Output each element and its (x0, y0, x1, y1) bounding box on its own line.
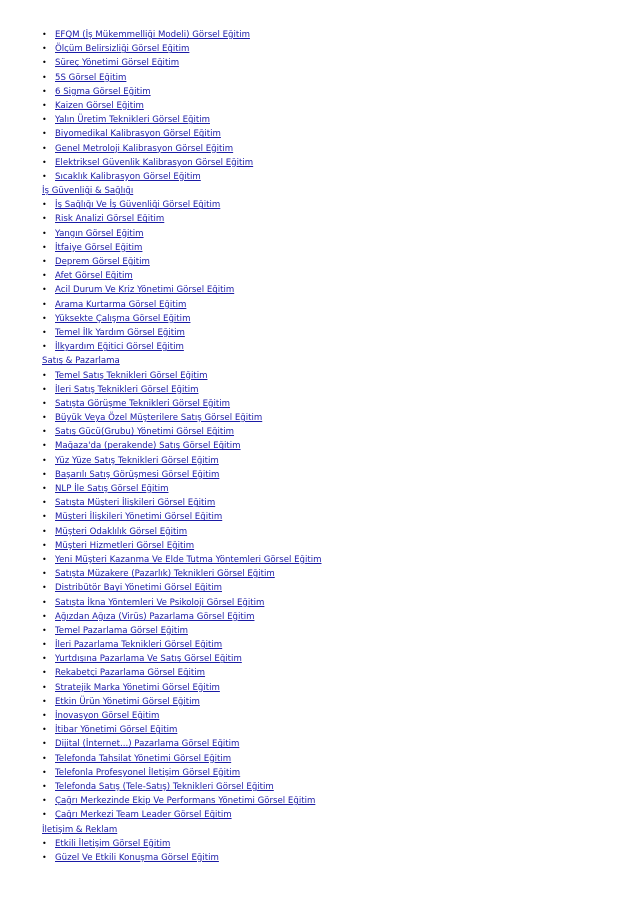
list-item (42, 851, 602, 865)
list-item (42, 766, 602, 780)
bullet-icon: • (42, 370, 47, 380)
course-link[interactable]: İtibar Yönetimi Görsel Eğitim (55, 725, 178, 736)
bullet-icon: • (42, 228, 47, 238)
list-item (42, 539, 602, 553)
list-item (42, 227, 602, 241)
bullet-icon: • (42, 654, 47, 664)
list-item (42, 113, 602, 127)
list-item (42, 496, 602, 510)
course-link[interactable]: Satışta Görüşme Teknikleri Görsel Eğitim (55, 398, 231, 409)
course-link[interactable]: Kaizen Görsel Eğitim (55, 100, 144, 111)
bullet-icon: • (42, 384, 47, 394)
bullet-icon: • (42, 554, 47, 564)
course-link[interactable]: Telefonla Profesyonel İletişim Görsel Eğitim (55, 767, 241, 778)
course-link[interactable]: Sıcaklık Kalibrasyon Görsel Eğitim (55, 171, 201, 182)
list-item (42, 142, 602, 156)
list-item (42, 298, 602, 312)
list-item (42, 837, 602, 851)
course-link[interactable]: 5S Görsel Eğitim (55, 72, 127, 83)
course-link[interactable]: Müşteri Hizmetleri Görsel Eğitim (55, 540, 195, 551)
list-item (42, 454, 602, 468)
list-item (42, 156, 602, 170)
list-item (42, 695, 602, 709)
course-link[interactable]: Elektriksel Güvenlik Kalibrasyon Görsel Eğitim (55, 157, 254, 168)
list-item (42, 71, 602, 85)
list-item (42, 624, 602, 638)
list-item (42, 553, 602, 567)
course-link[interactable]: Ağızdan Ağıza (Virüs) Pazarlama Görsel Eğitim (55, 611, 255, 622)
list-item (42, 397, 602, 411)
category-link[interactable]: İş Güvenliği & Sağlığı (42, 186, 134, 197)
course-link[interactable]: Telefonda Tahsilat Yönetimi Görsel Eğitim (55, 753, 232, 764)
course-link[interactable]: Stratejik Marka Yönetimi Görsel Eğitim (55, 682, 220, 693)
bullet-icon: • (42, 668, 47, 678)
list-item (42, 596, 602, 610)
list-item (42, 212, 602, 226)
category-link[interactable]: Satış & Pazarlama (42, 356, 120, 367)
bullet-icon: • (42, 44, 47, 54)
course-link[interactable]: Temel Pazarlama Görsel Eğitim (55, 625, 188, 636)
course-link[interactable]: İlkyardım Eğitici Görsel Eğitim (55, 342, 184, 353)
bullet-icon: • (42, 441, 47, 451)
list-item (42, 468, 602, 482)
list-item (42, 383, 602, 397)
course-link[interactable]: Süreç Yönetimi Görsel Eğitim (55, 58, 180, 69)
bullet-icon: • (42, 711, 47, 720)
list-item (42, 56, 602, 70)
course-link[interactable]: İtfaiye Görsel Eğitim (55, 242, 143, 253)
bullet-icon: • (42, 484, 47, 493)
list-item (42, 425, 602, 439)
bullet-icon: • (42, 696, 47, 706)
bullet-icon: • (42, 313, 47, 323)
list-item (42, 723, 602, 737)
bullet-icon: • (42, 86, 47, 96)
list-item (42, 255, 602, 269)
course-link[interactable]: Etkin Ürün Yönetimi Görsel Eğitim (55, 696, 200, 707)
course-link[interactable]: Yüz Yüze Satış Teknikleri Görsel Eğitim (55, 455, 219, 466)
bullet-icon: • (42, 115, 47, 125)
list-item (42, 42, 602, 56)
bullet-icon: • (42, 271, 47, 281)
course-link[interactable]: Temel İlk Yardım Görsel Eğitim (55, 327, 185, 338)
course-link[interactable]: Müşteri Odaklılık Görsel Eğitim (55, 526, 188, 537)
bullet-icon: • (42, 30, 47, 39)
bullet-icon: • (42, 838, 47, 848)
course-link[interactable]: Acil Durum Ve Kriz Yönetimi Görsel Eğitim (55, 285, 235, 296)
course-link[interactable]: Dijital (İnternet...) Pazarlama Görsel Eğitim (55, 739, 240, 750)
list-item (42, 610, 602, 624)
bullet-icon: • (42, 427, 47, 437)
list-item (42, 369, 602, 383)
bullet-icon: • (42, 767, 47, 777)
list-item (42, 567, 602, 581)
course-link[interactable]: Telefonda Satış (Tele-Satış) Teknikleri Görsel Eğitim (55, 781, 274, 792)
list-item (42, 780, 602, 794)
list-item (42, 326, 602, 340)
bullet-icon: • (42, 413, 47, 423)
course-link[interactable]: Satışta İkna Yöntemleri Ve Psikoloji Görsel Eğitim (55, 597, 265, 608)
course-link[interactable]: Çağrı Merkezi Team Leader Görsel Eğitim (55, 810, 232, 821)
course-link[interactable]: Genel Metroloji Kalibrasyon Görsel Eğitim (55, 143, 234, 154)
list-item (42, 198, 602, 212)
list-item (42, 681, 602, 695)
list-item (42, 340, 602, 354)
bullet-icon: • (42, 625, 47, 635)
bullet-icon: • (42, 781, 47, 791)
course-link[interactable]: Müşteri İlişkileri Yönetimi Görsel Eğitim (55, 512, 223, 523)
list-item (42, 269, 602, 283)
list-item (42, 170, 602, 184)
bullet-icon: • (42, 569, 47, 579)
bullet-icon: • (42, 725, 47, 735)
course-link[interactable]: Mağaza'da (perakende) Satış Görsel Eğitim (55, 441, 241, 452)
course-link[interactable]: Ölçüm Belirsizliği Görsel Eğitim (55, 44, 190, 55)
course-link[interactable]: Distribütör Bayi Yönetimi Görsel Eğitim (55, 583, 223, 594)
course-link[interactable]: Deprem Görsel Eğitim (55, 257, 150, 267)
bullet-icon: • (42, 512, 47, 522)
course-link[interactable]: Yurtdışına Pazarlama Ve Satış Görsel Eğitim (55, 654, 242, 665)
bullet-icon: • (42, 58, 47, 68)
bullet-icon: • (42, 469, 47, 479)
list-item (42, 638, 602, 652)
course-link[interactable]: Yangın Görsel Eğitim (55, 228, 144, 239)
bullet-icon: • (42, 200, 47, 210)
list-item (42, 666, 602, 680)
bullet-icon: • (42, 285, 47, 295)
course-link[interactable]: EFQM (İş Mükemmelliği Modeli) Görsel Eğitim (55, 30, 250, 40)
bullet-icon: • (42, 682, 47, 692)
bullet-icon: • (42, 753, 47, 763)
category-heading (42, 823, 602, 837)
category-link[interactable]: İletişim & Reklam (42, 824, 118, 835)
list-item (42, 85, 602, 99)
category-heading (42, 354, 602, 368)
course-link[interactable]: İnovasyon Görsel Eğitim (55, 711, 160, 721)
list-item (42, 808, 602, 822)
bullet-icon: • (42, 72, 47, 82)
bullet-icon: • (42, 157, 47, 167)
list-item (42, 652, 602, 666)
category-heading (42, 184, 602, 198)
bullet-icon: • (42, 852, 47, 862)
list-item (42, 510, 602, 524)
list-item (42, 241, 602, 255)
list-item (42, 525, 602, 539)
list-item (42, 752, 602, 766)
course-link[interactable]: Arama Kurtarma Görsel Eğitim (55, 299, 187, 310)
list-item (42, 283, 602, 297)
course-link[interactable]: İleri Satış Teknikleri Görsel Eğitim (55, 384, 199, 395)
bullet-icon: • (42, 498, 47, 508)
course-link[interactable]: Satışta Müşteri İlişkileri Görsel Eğitim (55, 498, 216, 509)
course-link[interactable]: Yalın Üretim Teknikleri Görsel Eğitim (55, 115, 210, 126)
list-item (42, 411, 602, 425)
list-item (42, 581, 602, 595)
list-item (42, 482, 602, 496)
list-item (42, 439, 602, 453)
list-item (42, 28, 602, 42)
course-link[interactable]: Büyük Veya Özel Müşterilere Satış Görsel Eğitim (55, 413, 263, 424)
list-item (42, 127, 602, 141)
bullet-icon: • (42, 257, 47, 266)
course-link[interactable]: İleri Pazarlama Teknikleri Görsel Eğitim (55, 640, 223, 651)
bullet-icon: • (42, 242, 47, 252)
course-link[interactable]: Etkili İletişim Görsel Eğitim (55, 838, 171, 849)
course-link[interactable]: Güzel Ve Etkili Konuşma Görsel Eğitim (55, 852, 219, 863)
course-link[interactable]: Çağrı Merkezinde Ekip Ve Performans Yönetimi Görsel Eğitim (55, 796, 316, 807)
list-item (42, 709, 602, 723)
bullet-icon: • (42, 299, 47, 309)
bullet-icon: • (42, 526, 47, 536)
bullet-icon: • (42, 611, 47, 621)
course-link[interactable]: 6 Sigma Görsel Eğitim (55, 86, 151, 97)
bullet-icon: • (42, 597, 47, 607)
list-item (42, 99, 602, 113)
bullet-icon: • (42, 398, 47, 408)
course-link[interactable]: Rekabetçi Pazarlama Görsel Eğitim (55, 668, 206, 679)
course-link[interactable]: NLP İle Satış Görsel Eğitim (55, 484, 169, 494)
bullet-icon: • (42, 796, 47, 806)
bullet-icon: • (42, 540, 47, 550)
course-link[interactable]: Satış Gücü(Grubu) Yönetimi Görsel Eğitim (55, 427, 235, 438)
course-link[interactable]: Başarılı Satış Görüşmesi Görsel Eğitim (55, 469, 220, 480)
bullet-icon: • (42, 455, 47, 465)
bullet-icon: • (42, 171, 47, 181)
list-item (42, 312, 602, 326)
bullet-icon: • (42, 640, 47, 650)
course-link[interactable]: Temel Satış Teknikleri Görsel Eğitim (55, 370, 208, 381)
course-link[interactable]: Biyomedikal Kalibrasyon Görsel Eğitim (55, 129, 221, 140)
bullet-icon: • (42, 214, 47, 224)
bullet-icon: • (42, 342, 47, 352)
bullet-icon: • (42, 143, 47, 153)
bullet-icon: • (42, 129, 47, 139)
course-link[interactable]: Yeni Müşteri Kazanma Ve Elde Tutma Yöntemleri Görsel Eğitim (55, 554, 322, 565)
bullet-icon: • (42, 327, 47, 337)
bullet-icon: • (42, 739, 47, 749)
course-link[interactable]: Yüksekte Çalışma Görsel Eğitim (55, 313, 191, 324)
bullet-icon: • (42, 100, 47, 110)
course-link[interactable]: İş Sağlığı Ve İş Güvenliği Görsel Eğitim (55, 200, 221, 211)
course-link[interactable]: Afet Görsel Eğitim (55, 271, 133, 282)
course-link[interactable]: Satışta Müzakere (Pazarlık) Teknikleri Görsel Eğitim (55, 569, 275, 580)
course-list (42, 28, 602, 865)
list-item (42, 737, 602, 751)
bullet-icon: • (42, 810, 47, 820)
bullet-icon: • (42, 583, 47, 593)
course-link[interactable]: Risk Analizi Görsel Eğitim (55, 214, 165, 225)
list-item (42, 794, 602, 808)
